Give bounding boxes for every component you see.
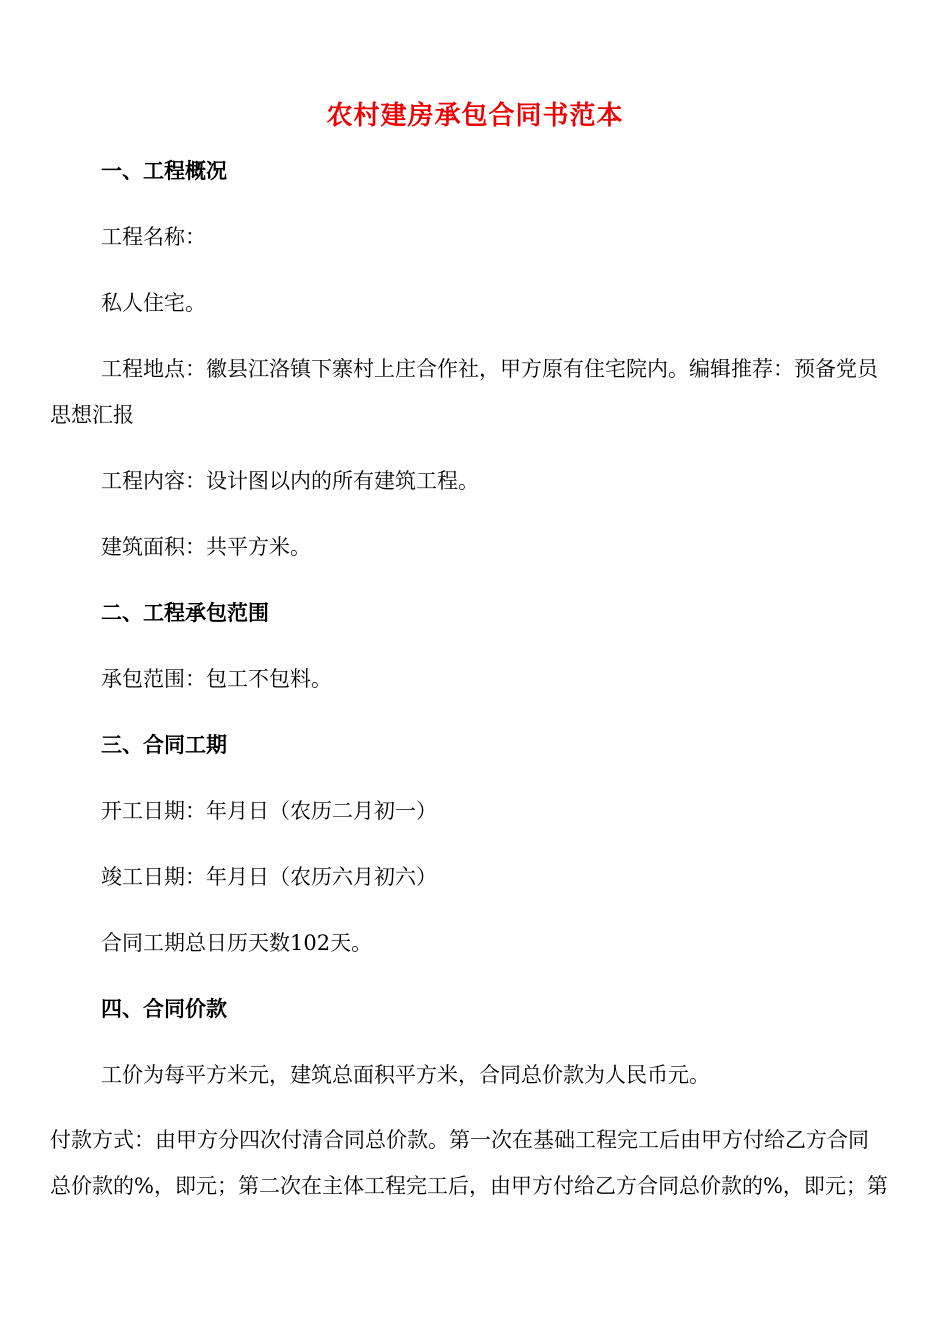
unit-price: 工价为每平方米元，建筑总面积平方米，合同总价款为人民币元。	[101, 1063, 710, 1087]
payment-terms-line-1: 付款方式：由甲方分四次付清合同总价款。第一次在基础工程完工后由甲方付给乙方合同	[50, 1128, 869, 1152]
project-location-line-2: 思想汇报	[50, 403, 134, 427]
section-heading-price: 四、合同价款	[101, 996, 227, 1021]
document-title: 农村建房承包合同书范本	[326, 101, 624, 131]
payment-terms-line-2: 总价款的%，即元；第二次在主体工程完工后，由甲方付给乙方合同总价款的%，即元；第	[50, 1174, 888, 1198]
start-date: 开工日期：年月日（农历二月初一）	[101, 799, 437, 823]
building-area: 建筑面积：共平方米。	[101, 535, 311, 559]
section-heading-overview: 一、工程概况	[101, 158, 227, 183]
project-location-line-1: 工程地点：徽县江洛镇下寨村上庄合作社，甲方原有住宅院内。编辑推荐：预备党员	[101, 357, 878, 381]
project-content: 工程内容：设计图以内的所有建筑工程。	[101, 469, 479, 493]
contract-scope: 承包范围：包工不包料。	[101, 667, 332, 691]
project-name-label: 工程名称：	[101, 225, 206, 249]
project-name-value: 私人住宅。	[101, 291, 206, 315]
completion-date: 竣工日期：年月日（农历六月初六）	[101, 865, 437, 889]
section-heading-scope: 二、工程承包范围	[101, 600, 269, 625]
section-heading-duration: 三、合同工期	[101, 732, 227, 757]
total-duration: 合同工期总日历天数102天。	[101, 931, 373, 955]
